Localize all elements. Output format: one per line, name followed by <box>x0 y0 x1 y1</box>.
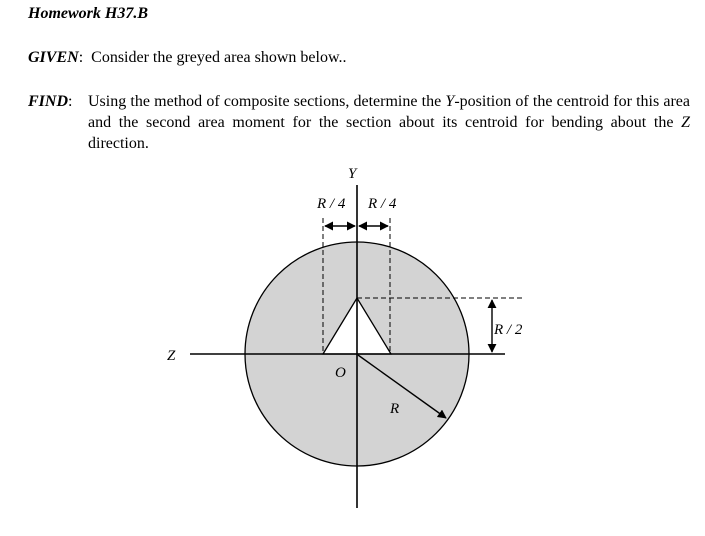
dim-left-label: R / 4 <box>317 196 346 212</box>
dim-right-label: R / 4 <box>368 196 397 212</box>
given-text: Consider the greyed area shown below.. <box>91 49 347 66</box>
given-statement: GIVEN: Consider the greyed area shown below.. <box>28 49 347 66</box>
dim-height-label: R / 2 <box>494 322 523 338</box>
axis-y-label: Y <box>348 166 357 182</box>
radius-label: R <box>390 401 400 417</box>
find-text-part-1: Using the method of composite sections, determine the <box>88 93 446 110</box>
origin-label: O <box>335 365 346 381</box>
find-var-z: Z <box>681 114 690 131</box>
find-var-y: Y <box>445 93 455 110</box>
given-label: GIVEN <box>28 49 79 66</box>
axis-z-label: Z <box>167 348 176 364</box>
find-label-wrap: FIND: <box>28 93 73 110</box>
find-text-part-2: -position of the centroid for this area and the second area moment for the section about its centroid for bending about the <box>88 93 691 131</box>
homework-title: Homework H37.B <box>28 5 149 22</box>
find-text-part-3: direction. <box>88 135 149 152</box>
find-label: FIND <box>28 93 69 110</box>
